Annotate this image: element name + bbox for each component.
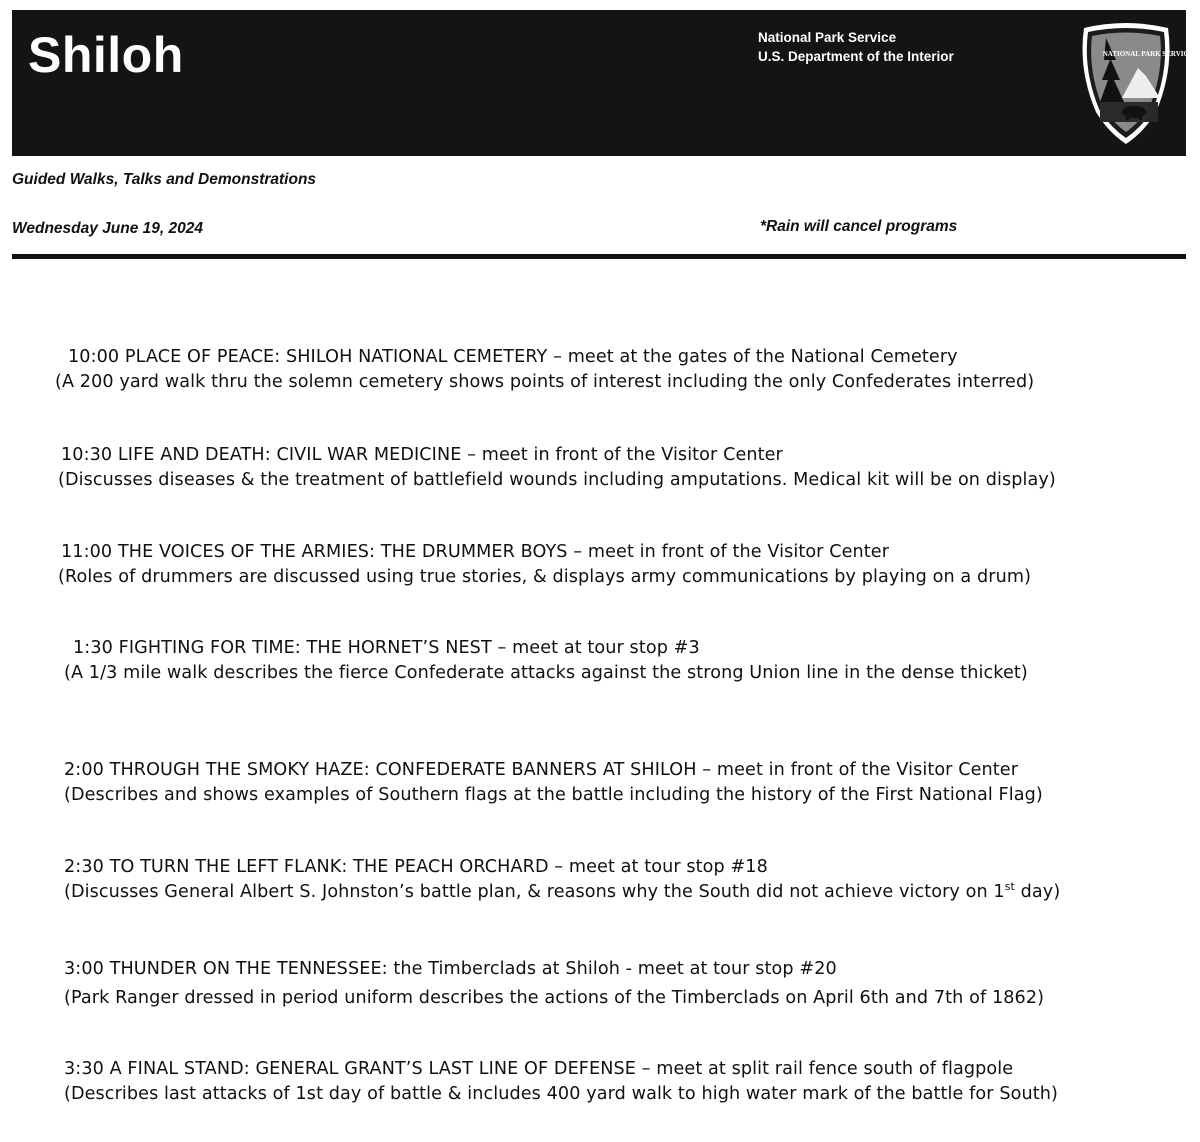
park-title: Shiloh bbox=[28, 27, 184, 83]
logo-text: NATIONAL PARK SERVICE bbox=[1102, 50, 1194, 58]
program-title: 2:00 THROUGH THE SMOKY HAZE: CONFEDERATE BANNERS AT SHILOH – meet in front of the Visitor Center bbox=[64, 760, 1019, 780]
program-item bbox=[58, 540, 1032, 589]
program-description: (Describes and shows examples of Southern flags at the battle including the history of the First National Flag) bbox=[64, 785, 1043, 805]
header-banner bbox=[12, 10, 1194, 156]
agency-block bbox=[758, 28, 954, 66]
program-title: 3:00 THUNDER ON THE TENNESSEE: the Timberclads at Shiloh - meet at tour stop #20 bbox=[64, 959, 837, 979]
program-description: (Describes last attacks of 1st day of battle & includes 400 yard walk to high water mark of the battle for South) bbox=[64, 1084, 1058, 1104]
program-description: (A 200 yard walk thru the solemn cemetery shows points of interest including the only Confederates interred) bbox=[55, 372, 1035, 392]
nps-arrowhead-icon bbox=[1076, 20, 1194, 146]
page-subtitle: Guided Walks, Talks and Demonstrations bbox=[12, 171, 317, 188]
program-title: 10:00 PLACE OF PEACE: SHILOH NATIONAL CEMETERY – meet at the gates of the National Cemetery bbox=[68, 347, 958, 367]
program-title: 2:30 TO TURN THE LEFT FLANK: THE PEACH ORCHARD – meet at tour stop #18 bbox=[64, 857, 768, 877]
program-title: 10:30 LIFE AND DEATH: CIVIL WAR MEDICINE – meet in front of the Visitor Center bbox=[61, 445, 783, 465]
program-title: 1:30 FIGHTING FOR TIME: THE HORNET’S NEST – meet at tour stop #3 bbox=[73, 638, 700, 658]
program-description: (Roles of drummers are discussed using true stories, & displays army communications by playing on a drum) bbox=[58, 567, 1032, 587]
program-description: (Discusses diseases & the treatment of battlefield wounds including amputations. Medical kit will be on display) bbox=[58, 470, 1056, 490]
program-description: (Park Ranger dressed in period uniform describes the actions of the Timberclads on April 6th and 7th of 1862) bbox=[64, 988, 1045, 1008]
agency-name: National Park Service bbox=[758, 30, 897, 45]
program-title: 11:00 THE VOICES OF THE ARMIES: THE DRUMMER BOYS – meet in front of the Visitor Center bbox=[61, 542, 890, 562]
program-item bbox=[64, 758, 1043, 807]
schedule-date: Wednesday June 19, 2024 bbox=[12, 220, 203, 237]
program-description: (Discusses General Albert S. Johnston’s battle plan, & reasons why the South did not achieve victory on 1st day) bbox=[64, 880, 1061, 902]
program-item bbox=[64, 636, 1028, 685]
program-item bbox=[64, 855, 1060, 904]
program-item bbox=[58, 443, 1056, 492]
program-item bbox=[64, 1057, 1058, 1106]
program-item bbox=[64, 957, 1044, 1010]
program-title: 3:30 A FINAL STAND: GENERAL GRANT’S LAST LINE OF DEFENSE – meet at split rail fence south of flagpole bbox=[64, 1059, 1014, 1079]
divider bbox=[12, 254, 1186, 259]
rain-notice: *Rain will cancel programs bbox=[760, 218, 958, 235]
program-item bbox=[55, 345, 1035, 394]
department-name: U.S. Department of the Interior bbox=[758, 49, 954, 64]
program-description: (A 1/3 mile walk describes the fierce Confederate attacks against the strong Union line in the dense thicket) bbox=[64, 663, 1028, 683]
